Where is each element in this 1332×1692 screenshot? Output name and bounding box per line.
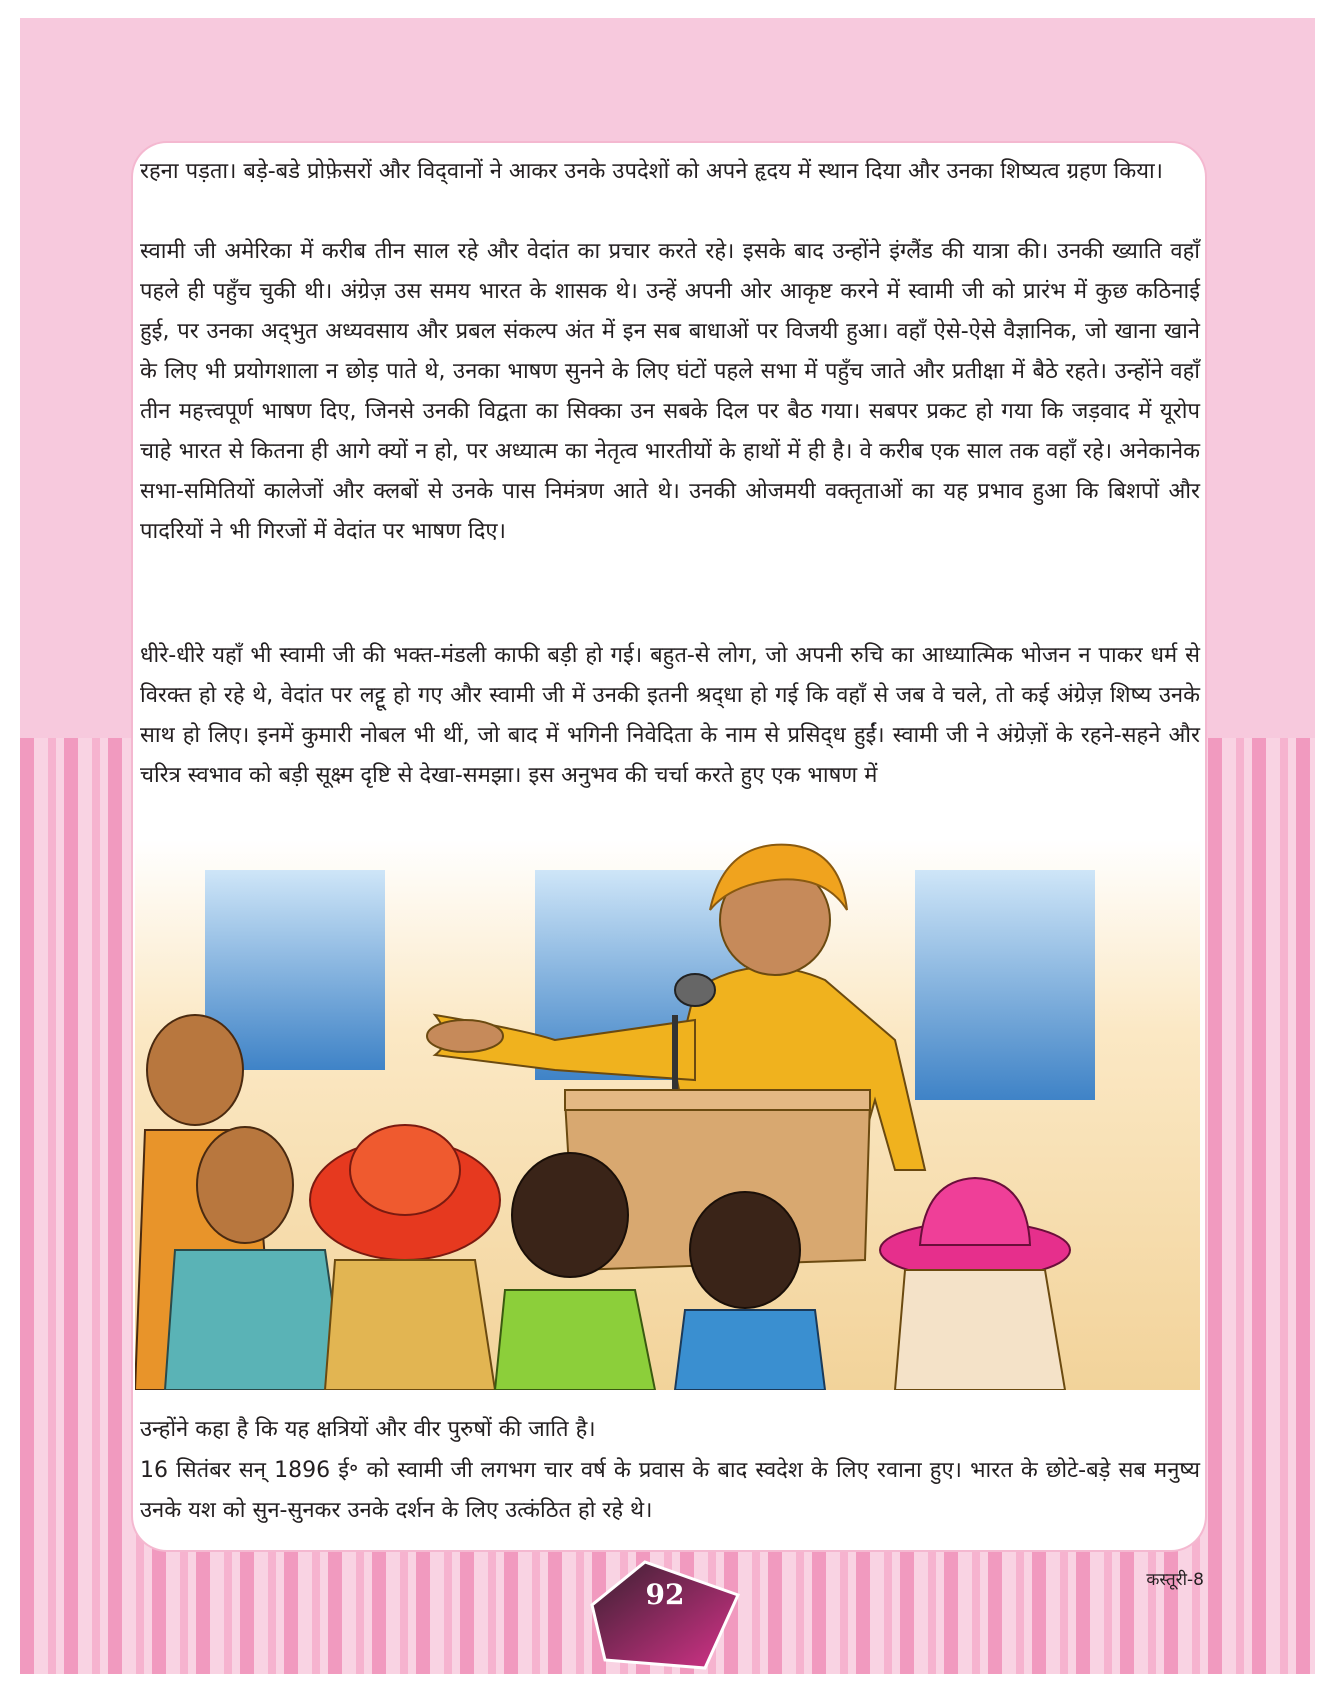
paragraph-2: स्वामी जी अमेरिका में करीब तीन साल रहे और वेदांत का प्रचार करते रहे। इसके बाद उन्होंने इंग्लैंड की यात्रा की। उनकी ख्याति वहाँ पहले ही पहुँच चुकी थी। अंग्रेज़ उस समय भारत के शासक थे। उन्हें अपनी ओर आकृष्ट करने में स्वामी जी को प्रारंभ में कुछ कठिनाई हुई, पर उनका अद्‌भुत अध्यवसाय और प्रबल संकल्प अंत में इन सब बाधाओं पर विजयी हुआ। वहाँ ऐसे-ऐसे वैज्ञानिक, जो खाना खाने के लिए भी प्रयोगशाला न छोड़ पाते थे, उनका भाषण सुनने के लिए घंटों पहले सभा में पहुँच जाते और प्रतीक्षा में बैठे रहते। उन्होंने वहाँ तीन महत्त्वपूर्ण भाषण दिए, जिनसे उनकी विद्वता का सिक्का उन सबके दिल पर बैठ गया। सबपर प्रकट हो गया कि जड़वाद में यूरोप चाहे भारत से कितना ही आगे क्यों न हो, पर अध्यात्म का नेतृत्व भारतीयों के हाथों में ही है। वे करीब एक साल तक वहाँ रहे। अनेकानेक सभा-समितियों कालेजों और क्लबों से उनके पास निमंत्रण आते थे। उनकी ओजमयी वक्तृताओं का यह प्रभाव हुआ कि बिशपों और पादरियों ने भी गिरजों में वेदांत पर भाषण दिए।	[140, 239, 1200, 544]
paragraph-5: 16 सितंबर सन्‌ 1896 ई॰ को स्वामी जी लगभग चार वर्ष के प्रवास के बाद स्वदेश के लिए रवाना हुए। भारत के छोटे-बड़े सब मनुष्य उनके यश को सुन-सुनकर उनके दर्शन के लिए उत्कंठित हो रहे थे।	[140, 1458, 1200, 1523]
audience-man-1	[147, 1015, 243, 1125]
red-hat-crown	[350, 1125, 460, 1215]
audience-child-body	[675, 1310, 825, 1390]
window-right	[915, 870, 1095, 1100]
audience-child	[690, 1192, 800, 1308]
audience-man-2-body	[165, 1250, 345, 1390]
microphone	[675, 974, 715, 1006]
audience-woman-1-body	[325, 1260, 495, 1390]
paragraph-1: रहना पड़ता। बड़े-बडे प्रोफ़ेसरों और विद्‌वानों ने आकर उनके उपदेशों को अपने हृदय में स्थान दिया और उनका शिष्यत्व ग्रहण किया।	[140, 159, 1164, 184]
audience-woman-2-body	[495, 1290, 655, 1390]
chapter-tag: कस्तूरी-8	[1146, 1570, 1204, 1590]
audience-woman-3-body	[895, 1270, 1065, 1390]
audience-man-2	[197, 1127, 293, 1243]
paragraph-4: उन्होंने कहा है कि यह क्षत्रियों और वीर पुरुषों की जाति है।	[140, 1417, 596, 1442]
audience-woman-2	[512, 1153, 628, 1277]
podium-top	[565, 1090, 870, 1110]
page-number: 92	[645, 1578, 685, 1611]
paragraph-3: धीरे-धीरे यहाँ भी स्वामी जी की भक्त-मंडली काफी बड़ी हो गई। बहुत-से लोग, जो अपनी रुचि का आध्यात्मिक भोजन न पाकर धर्म से विरक्त हो रहे थे, वेदांत पर लट्टू हो गए और स्वामी जी में उनकी इतनी श्रद्‌धा हो गई कि वहाँ से जब वे चले, तो कई अंग्रेज़ शिष्य उनके साथ हो लिए। इनमें कुमारी नोबल भी थीं, जो बाद में भगिनी निवेदिता के नाम से प्रसिद्‌ध हुईं। स्वामी जी ने अंग्रेज़ों के रहने-सहने और चरित्र स्वभाव को बड़ी सूक्ष्म दृष्टि से देखा-समझा। इस अनुभव की चर्चा करते हुए एक भाषण में	[140, 643, 1200, 788]
speaker-hand	[427, 1020, 503, 1052]
lecture-illustration	[135, 840, 1200, 1390]
